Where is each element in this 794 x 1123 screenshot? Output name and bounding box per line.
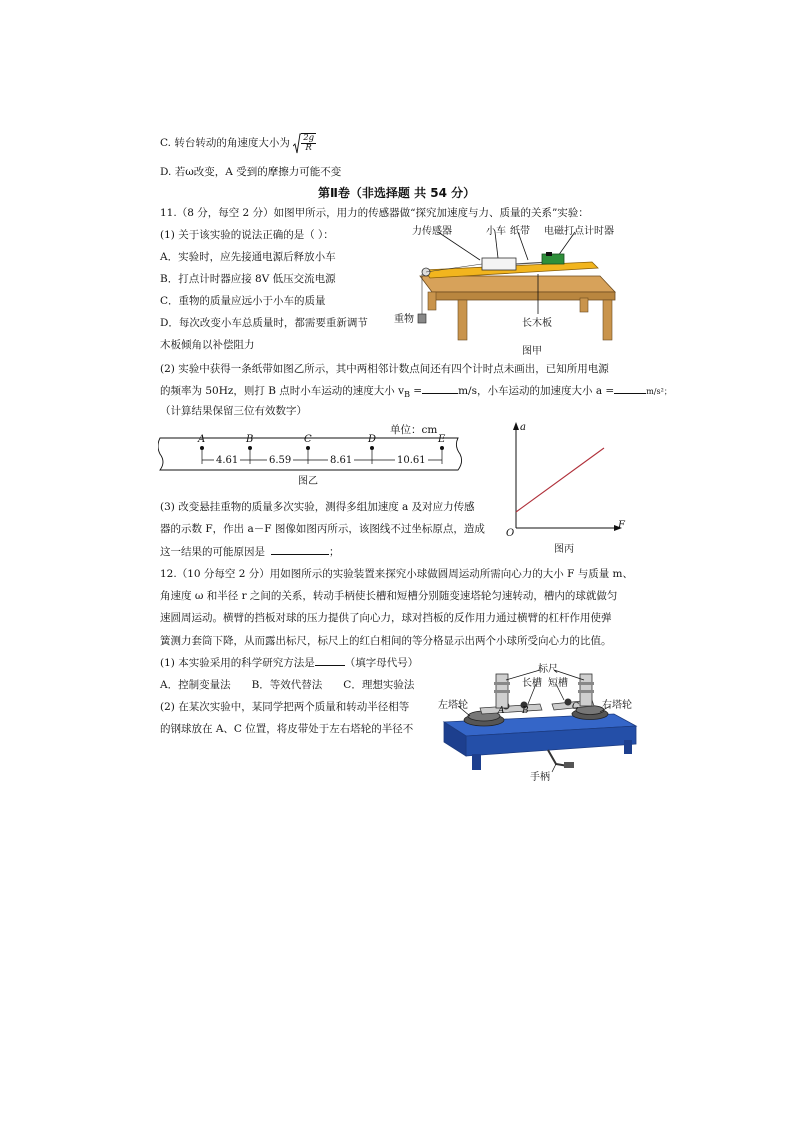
q11-sub3-line2: 器的示数 F，作出 a－F 图像如图丙所示，该图线不过坐标原点，造成 <box>160 523 485 535</box>
q12-sub2-line1: (2) 在某次实验中，某同学把两个质量和转动半径相等 <box>160 701 410 713</box>
q12-stem-line2: 角速度 ω 和半径 r 之间的关系，转动手柄使长槽和短槽分别随变速塔轮匀速转动，槽内的球就做匀 <box>160 590 618 602</box>
q11-sub2-text-c: m/s，小车运动的加速度大小 a = <box>458 385 615 397</box>
q12-sub1-tail: （填字母代号） <box>344 657 419 669</box>
q11-sub3-line1: (3) 改变悬挂重物的质量多次实验，测得多组加速度 a 及对应力传感 <box>160 501 475 513</box>
label-tape: 纸带 <box>510 226 530 237</box>
origin-label: O <box>506 528 515 539</box>
label-force-sensor: 力传感器 <box>412 226 452 237</box>
label-board: 长木板 <box>522 318 552 329</box>
caption-yi: 图乙 <box>298 476 318 487</box>
blank-a[interactable] <box>614 393 646 394</box>
label-left-wheel: 左塔轮 <box>438 700 468 711</box>
q12-sub2-line2: 的钢球放在 A、C 位置，将皮带处于左右塔轮的半径不 <box>160 723 414 735</box>
distance-label-2: 6.59 <box>269 455 292 466</box>
a-f-line <box>516 448 604 512</box>
q11-sub2-line3: （计算结果保留三位有效数字） <box>160 405 307 417</box>
label-pos-b: B <box>522 706 529 716</box>
figure-jia <box>394 218 630 358</box>
q11-option-c: C．重物的质量应远小于小车的质量 <box>160 295 326 307</box>
label-handle: 手柄 <box>530 772 550 783</box>
caption-jia: 图甲 <box>522 346 542 357</box>
q11-stem: 11.（8 分，每空 2 分）如图甲所示，用力的传感器做“探究加速度与力、质量的关系”实验： <box>160 207 589 219</box>
label-short-slot: 短槽 <box>548 678 568 689</box>
tape-label-b: B <box>246 434 254 445</box>
tape-label-e: E <box>438 434 446 445</box>
fraction-numerator: 2g <box>303 133 315 143</box>
sqrt-formula <box>293 133 316 153</box>
label-long-slot: 长槽 <box>522 678 542 689</box>
label-scale: 标尺 <box>538 664 558 675</box>
q12-stem-line4: 簧测力套筒下降，从而露出标尺，标尺上的红白相间的等分格显示出两个小球所受向心力的比值。 <box>160 635 612 647</box>
option-d: D. 若ω改变，A 受到的摩擦力可能不变 <box>160 166 342 178</box>
blank-reason[interactable] <box>271 554 329 555</box>
label-weight: 重物 <box>394 314 414 325</box>
option-c <box>160 133 316 153</box>
q11-sub3-line3: 这一结果的可能原因是 ； <box>160 546 340 558</box>
q11-option-d: D．每次改变小车总质量时，都需要重新调节 <box>160 317 368 329</box>
section-title: 第Ⅱ卷（非选择题 共 54 分） <box>318 186 476 200</box>
caption-bing: 图丙 <box>554 544 574 555</box>
sqrt-sign <box>293 133 301 155</box>
axis-f-label: F <box>618 520 625 531</box>
q12-stem-line3: 速圆周运动。横臂的挡板对球的压力提供了向心力，球对挡板的反作用力通过横臂的杠杆作用使弹 <box>160 612 612 624</box>
q11-sub3-text: 这一结果的可能原因是 <box>160 546 265 558</box>
label-pos-c: C <box>572 702 579 712</box>
q11-option-a: A．实验时，应先接通电源后释放小车 <box>160 251 336 263</box>
q12-sub1 <box>160 656 418 670</box>
unit-label: 单位：cm <box>390 424 438 436</box>
q11-sub2-line2 <box>160 384 672 402</box>
blank-vb[interactable] <box>422 393 458 394</box>
label-pos-a: A <box>498 706 505 716</box>
q11-option-d-cont: 木板倾角以补偿阻力 <box>160 339 255 351</box>
q11-sub2-text-d: m/s²； <box>646 387 672 396</box>
q11-sub2-text-b: = <box>409 385 423 397</box>
distance-label-3: 8.61 <box>330 455 353 466</box>
label-right-wheel: 右塔轮 <box>602 700 632 711</box>
sqrt-fraction <box>301 133 316 153</box>
q11-sub2-line1: (2) 实验中获得一条纸带如图乙所示，其中两相邻计数点间还有四个计时点未画出，已知所用电源 <box>160 363 609 375</box>
tape-label-c: C <box>304 434 312 445</box>
label-timer: 电磁打点计时器 <box>544 226 614 237</box>
q11-sub2-subscript: B <box>404 390 410 400</box>
fraction-denominator: R <box>305 143 312 153</box>
distance-label-4: 10.61 <box>397 455 426 466</box>
q11-option-b: B．打点计时器应接 8V 低压交流电源 <box>160 273 336 285</box>
axis-a-label: a <box>520 422 526 433</box>
figure-centripetal <box>436 660 642 784</box>
figure-bing <box>500 420 640 560</box>
label-cart: 小车 <box>486 226 506 237</box>
figure-yi <box>158 420 468 487</box>
q12-options: A．控制变量法 B．等效代替法 C．理想实验法 <box>160 679 415 691</box>
option-c-text: C. 转台转动的角速度大小为 <box>160 137 290 149</box>
cart-apparatus-drawing <box>410 218 630 358</box>
q12-stem-line1: 12.（10 分每空 2 分）用如图所示的实验装置来探究小球做圆周运动所需向心力的大小 F 与质量 m、 <box>160 568 634 580</box>
tape-label-d: D <box>368 434 377 445</box>
tape-label-a: A <box>198 434 206 445</box>
q11-sub2-text-a: 的频率为 50Hz，则打 B 点时小车运动的速度大小 v <box>160 385 405 397</box>
q11-sub1: (1) 关于该实验的说法正确的是（ ）： <box>160 229 334 241</box>
distance-label-1: 4.61 <box>216 455 239 466</box>
blank-method[interactable] <box>315 665 345 666</box>
q12-sub1-text: (1) 本实验采用的科学研究方法是 <box>160 657 315 669</box>
a-f-graph <box>500 420 640 560</box>
